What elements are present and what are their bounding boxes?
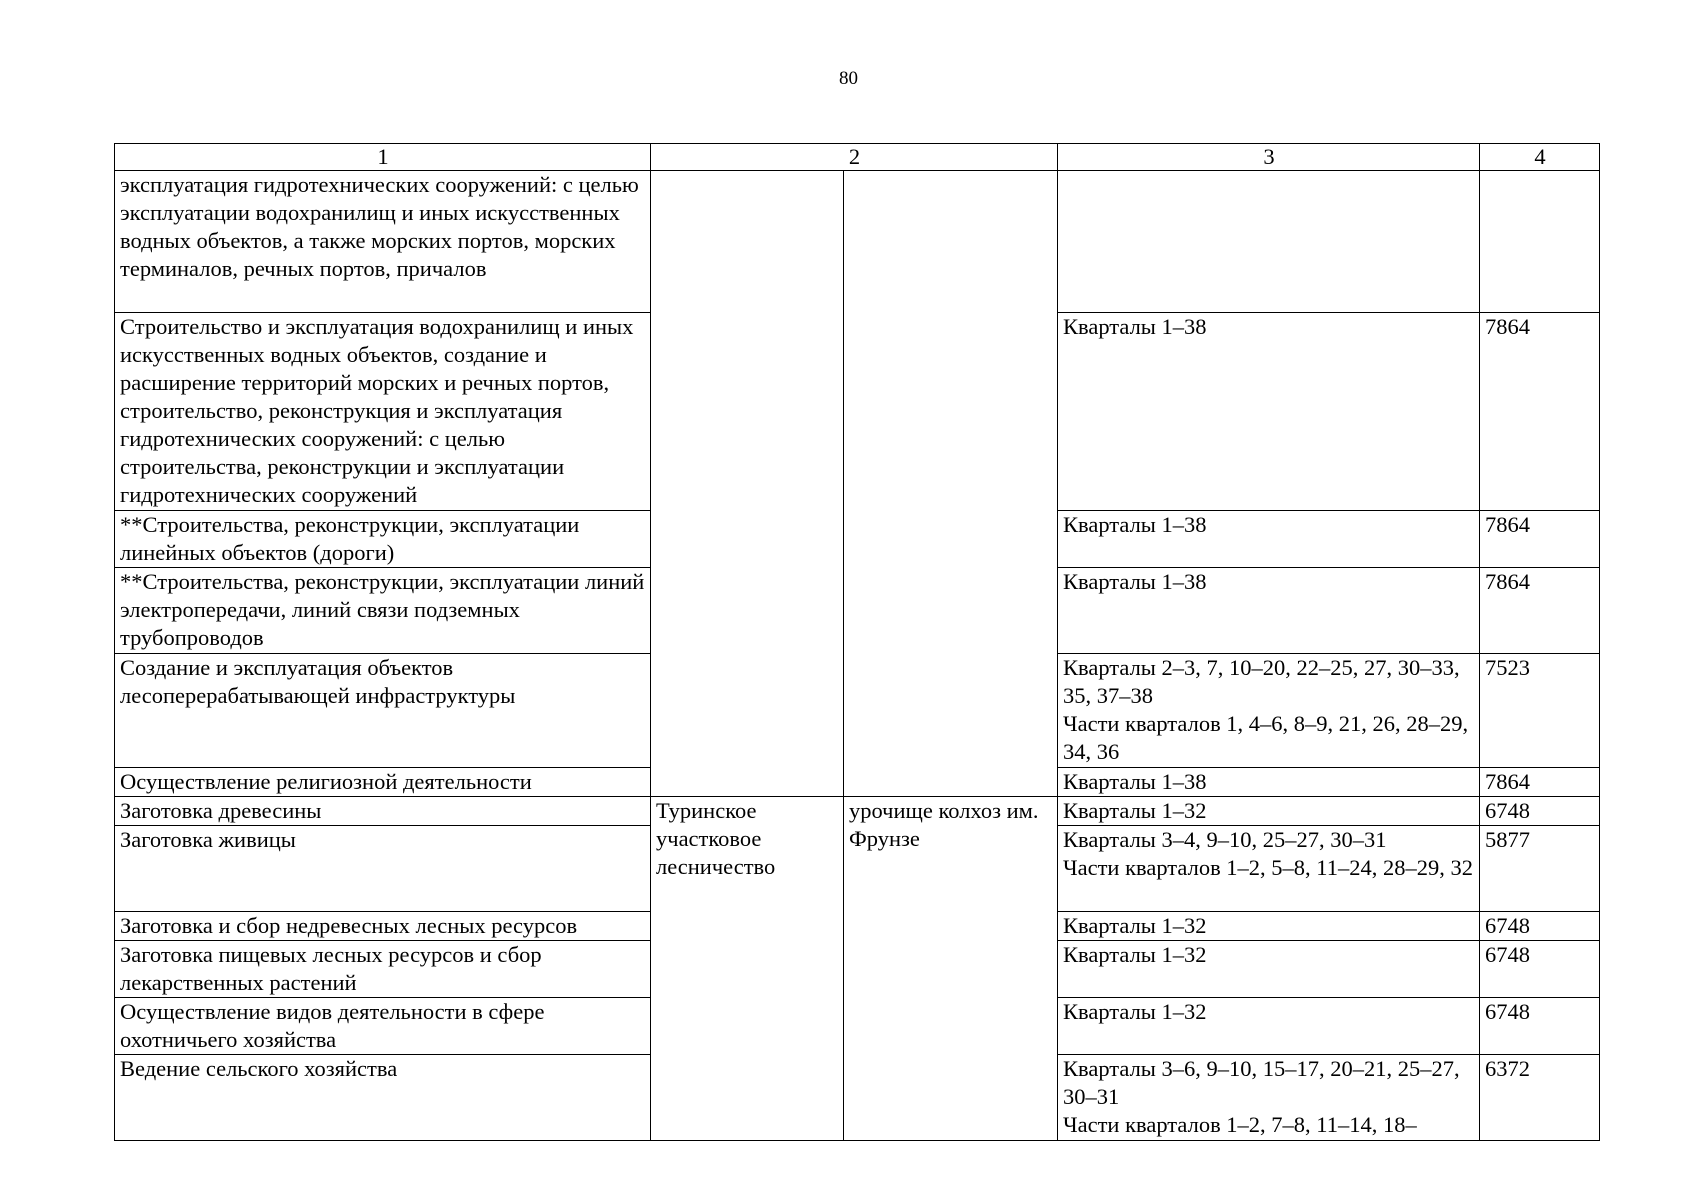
area-cell: 6748	[1480, 941, 1600, 998]
quarters-line: Части кварталов 1–2, 7–8, 11–14, 18–	[1063, 1112, 1417, 1137]
activity-cell: Заготовка живицы	[115, 826, 651, 912]
tract-cell	[844, 171, 1058, 797]
forestry-cell	[651, 171, 844, 797]
quarters-cell	[1058, 797, 1480, 826]
area-cell: 6748	[1480, 912, 1600, 941]
quarters-cell	[1058, 768, 1480, 797]
activity-cell: Осуществление видов деятельности в сфере охотничьего хозяйства	[115, 998, 651, 1055]
area-cell: 6372	[1480, 1055, 1600, 1141]
area-cell: 5877	[1480, 826, 1600, 912]
area-cell: 7864	[1480, 313, 1600, 511]
activity-cell: Заготовка и сбор недревесных лесных ресурсов	[115, 912, 651, 941]
quarters-line: Части кварталов 1–2, 5–8, 11–24, 28–29, 32	[1063, 855, 1473, 880]
quarters-cell	[1058, 826, 1480, 912]
quarters-line: Кварталы 1–38	[1063, 569, 1207, 594]
quarters-cell	[1058, 1055, 1480, 1141]
quarters-line: Кварталы 1–32	[1063, 942, 1207, 967]
activity-cell: эксплуатация гидротехнических сооружений: с целью эксплуатации водохранилищ и иных искусственных водных объектов, а также морских портов, морских терминалов, речных портов, причалов	[115, 171, 651, 313]
activity-cell: Строительство и эксплуатация водохранилищ и иных искусственных водных объектов, создание и расширение территорий морских и речных портов, строительство, реконструкция и эксплуатация гидротехнических сооружений: с целью строительства, реконструкции и эксплуатации гидротехнических сооружений	[115, 313, 651, 511]
area-cell: 7523	[1480, 654, 1600, 768]
quarters-cell	[1058, 511, 1480, 568]
forest-use-table	[114, 143, 1600, 1141]
area-cell	[1480, 171, 1600, 313]
quarters-cell	[1058, 313, 1480, 511]
quarters-line: Кварталы 1–32	[1063, 999, 1207, 1024]
quarters-line: Кварталы 1–38	[1063, 512, 1207, 537]
quarters-line: Кварталы 1–32	[1063, 913, 1207, 938]
quarters-line: Кварталы 1–38	[1063, 314, 1207, 339]
quarters-line: Кварталы 2–3, 7, 10–20, 22–25, 27, 30–33, 35, 37–38	[1063, 655, 1460, 708]
forestry-cell: Туринское участковое лесничество	[651, 797, 844, 1141]
activity-cell: Создание и эксплуатация объектов лесоперерабатывающей инфраструктуры	[115, 654, 651, 768]
quarters-line: Кварталы 3–6, 9–10, 15–17, 20–21, 25–27, 30–31	[1063, 1056, 1460, 1109]
activity-cell: **Строительства, реконструкции, эксплуатации линейных объектов (дороги)	[115, 511, 651, 568]
quarters-cell	[1058, 998, 1480, 1055]
page-number: 80	[839, 68, 858, 89]
quarters-line: Кварталы 3–4, 9–10, 25–27, 30–31	[1063, 827, 1387, 852]
activity-cell: Заготовка древесины	[115, 797, 651, 826]
quarters-cell	[1058, 912, 1480, 941]
header-cell: 2	[651, 144, 1058, 171]
header-cell: 3	[1058, 144, 1480, 171]
header-cell: 4	[1480, 144, 1600, 171]
area-cell: 6748	[1480, 797, 1600, 826]
quarters-cell	[1058, 568, 1480, 654]
tract-cell: урочище колхоз им. Фрунзе	[844, 797, 1058, 1141]
quarters-line: Части кварталов 1, 4–6, 8–9, 21, 26, 28–29, 34, 36	[1063, 711, 1469, 764]
area-cell: 7864	[1480, 511, 1600, 568]
quarters-line: Кварталы 1–32	[1063, 798, 1207, 823]
activity-cell: Заготовка пищевых лесных ресурсов и сбор лекарственных растений	[115, 941, 651, 998]
activity-cell: Осуществление религиозной деятельности	[115, 768, 651, 797]
table-row	[115, 797, 1600, 826]
activity-cell: Ведение сельского хозяйства	[115, 1055, 651, 1141]
area-cell: 7864	[1480, 768, 1600, 797]
quarters-cell	[1058, 171, 1480, 313]
header-cell: 1	[115, 144, 651, 171]
quarters-cell	[1058, 941, 1480, 998]
area-cell: 7864	[1480, 568, 1600, 654]
quarters-line: Кварталы 1–38	[1063, 769, 1207, 794]
activity-cell: **Строительства, реконструкции, эксплуатации линий электропередачи, линий связи подземных трубопроводов	[115, 568, 651, 654]
quarters-cell	[1058, 654, 1480, 768]
area-cell: 6748	[1480, 998, 1600, 1055]
table-row	[115, 171, 1600, 313]
table-header-row	[115, 144, 1600, 171]
